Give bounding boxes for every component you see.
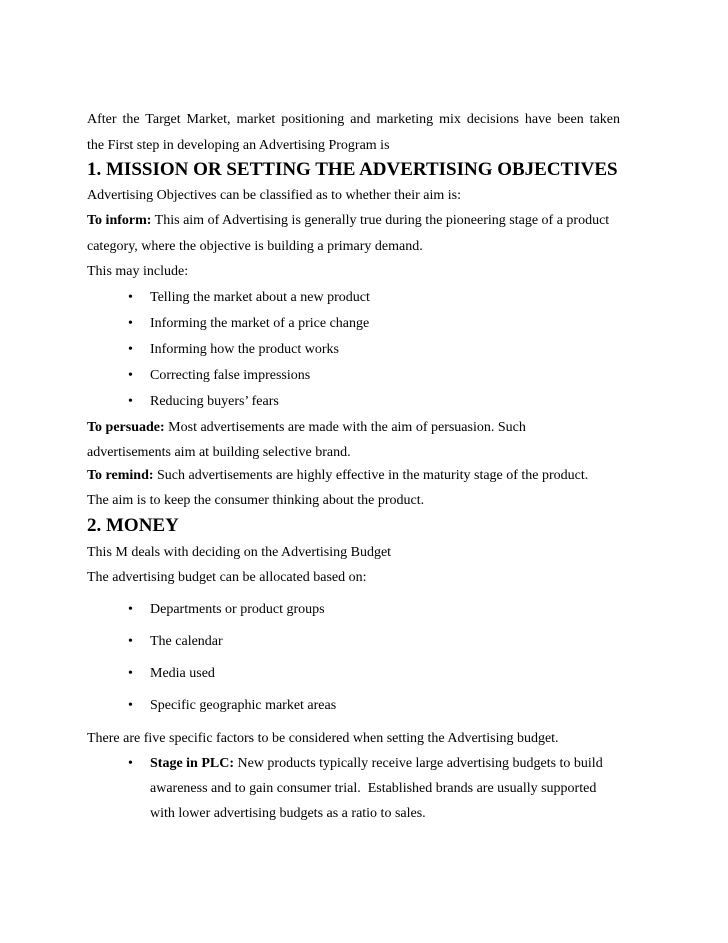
remind-line-1 — [87, 467, 588, 485]
money-line-1: This M deals with deciding on the Advertising Budget — [87, 545, 392, 560]
list-item: Media used — [150, 666, 215, 681]
persuade-text: Most advertisements are made with the aim of persuasion. Such — [164, 420, 526, 435]
plc-line-3: with lower advertising budgets as a ratio to sales. — [150, 806, 426, 821]
intro-line-2: the First step in developing an Advertising Program is — [87, 138, 390, 153]
may-include: This may include: — [87, 264, 189, 279]
bullet-icon: • — [128, 602, 133, 617]
remind-label: To remind: — [87, 468, 154, 483]
plc-line-1 — [150, 755, 603, 773]
bullet-icon: • — [128, 394, 133, 409]
persuade-line-2: advertisements aim at building selective brand. — [87, 445, 351, 460]
bullet-icon: • — [128, 342, 133, 357]
objectives-lead: Advertising Objectives can be classified as to whether their aim is: — [87, 188, 462, 203]
section-1-heading: 1. MISSION OR SETTING THE ADVERTISING OBJECTIVES — [87, 159, 618, 180]
bullet-icon: • — [128, 634, 133, 649]
list-item: Departments or product groups — [150, 602, 325, 617]
bullet-icon: • — [128, 698, 133, 713]
list-item: Informing how the product works — [150, 342, 339, 357]
inform-text: This aim of Advertising is generally true during the pioneering stage of a product — [151, 213, 610, 228]
plc-text: New products typically receive large advertising budgets to build — [234, 756, 603, 771]
plc-label: Stage in PLC: — [150, 756, 234, 771]
list-item: Specific geographic market areas — [150, 698, 337, 713]
section-2-heading: 2. MONEY — [87, 515, 179, 536]
bullet-icon: • — [128, 666, 133, 681]
list-item: Reducing buyers’ fears — [150, 394, 279, 409]
bullet-icon: • — [128, 368, 133, 383]
inform-line-1 — [87, 212, 609, 230]
list-item: The calendar — [150, 634, 223, 649]
inform-line-2: category, where the objective is building a primary demand. — [87, 239, 423, 254]
persuade-label: To persuade: — [87, 420, 165, 435]
list-item: Informing the market of a price change — [150, 316, 370, 331]
persuade-line-1 — [87, 419, 526, 437]
remind-text: Such advertisements are highly effective in the maturity stage of the product. — [153, 468, 589, 483]
inform-label: To inform: — [87, 213, 152, 228]
list-item: Telling the market about a new product — [150, 290, 370, 305]
intro-line-1: After the Target Market, market positioning and marketing mix decisions have been taken — [87, 112, 620, 127]
remind-line-2: The aim is to keep the consumer thinking about the product. — [87, 493, 425, 508]
bullet-icon: • — [128, 290, 133, 305]
plc-line-2: awareness and to gain consumer trial. Established brands are usually supported — [150, 781, 597, 796]
money-line-2: The advertising budget can be allocated based on: — [87, 570, 367, 585]
list-item: Correcting false impressions — [150, 368, 311, 383]
factors-intro: There are five specific factors to be considered when setting the Advertising budget. — [87, 731, 559, 746]
bullet-icon: • — [128, 316, 133, 331]
bullet-icon: • — [128, 756, 133, 771]
